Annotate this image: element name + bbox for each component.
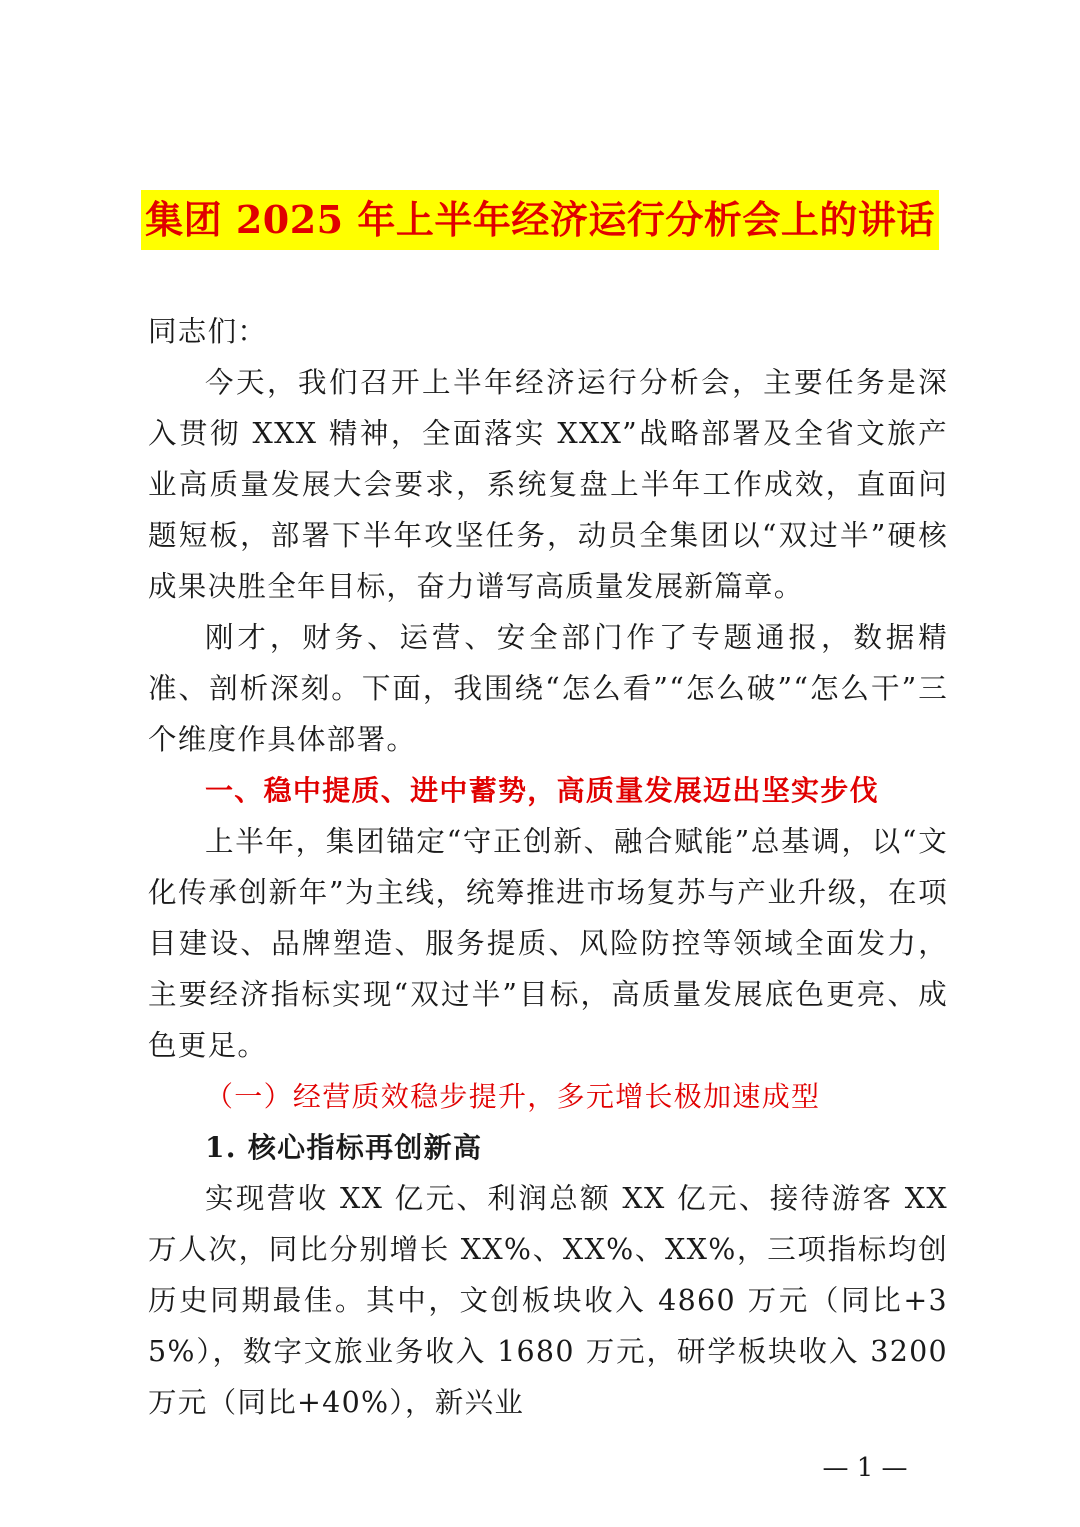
item-heading-1: 1. 核心指标再创新高 (205, 1131, 483, 1164)
subsection-heading-1: （一）经营质效稳步提升，多元增长极加速成型 (205, 1080, 821, 1113)
paragraph-deployment: 刚才，财务、运营、安全部门作了专题通报，数据精准、剖析深刻。下面，我围绕“怎么看”“怎么破”“怎么干”三个维度作具体部署。 (148, 621, 948, 756)
title-container (0, 190, 1080, 250)
paragraph-intro: 今天，我们召开上半年经济运行分析会，主要任务是深入贯彻 XXX 精神，全面落实 XXX”战略部署及全省文旅产业高质量发展大会要求，系统复盘上半年工作成效，直面问题短板，部署下半年攻坚任务，动员全集团以“双过半”硬核成果决胜全年目标，奋力谱写高质量发展新篇章。 (148, 366, 948, 603)
paragraph-first-half: 上半年，集团锚定“守正创新、融合赋能”总基调，以“文化传承创新年”为主线，统筹推进市场复苏与产业升级，在项目建设、品牌塑造、服务提质、风险防控等领域全面发力，主要经济指标实现“双过半”目标，高质量发展底色更亮、成色更足。 (148, 825, 948, 1062)
page-number: — 1 — (822, 1453, 908, 1483)
document-title: 集团 2025 年上半年经济运行分析会上的讲话 (141, 190, 939, 250)
document-body (148, 306, 948, 1428)
paragraph-core-indicators: 实现营收 XX 亿元、利润总额 XX 亿元、接待游客 XX 万人次，同比分别增长 XX%、XX%、XX%，三项指标均创历史同期最佳。其中，文创板块收入 4860 万元（同比+35%），数字文旅业务收入 1680 万元，研学板块收入 3200 万元（同比+40%），新兴业 (148, 1182, 948, 1419)
greeting: 同志们： (148, 315, 268, 348)
section-heading-1: 一、稳中提质、进中蓄势，高质量发展迈出坚实步伐 (205, 774, 879, 807)
